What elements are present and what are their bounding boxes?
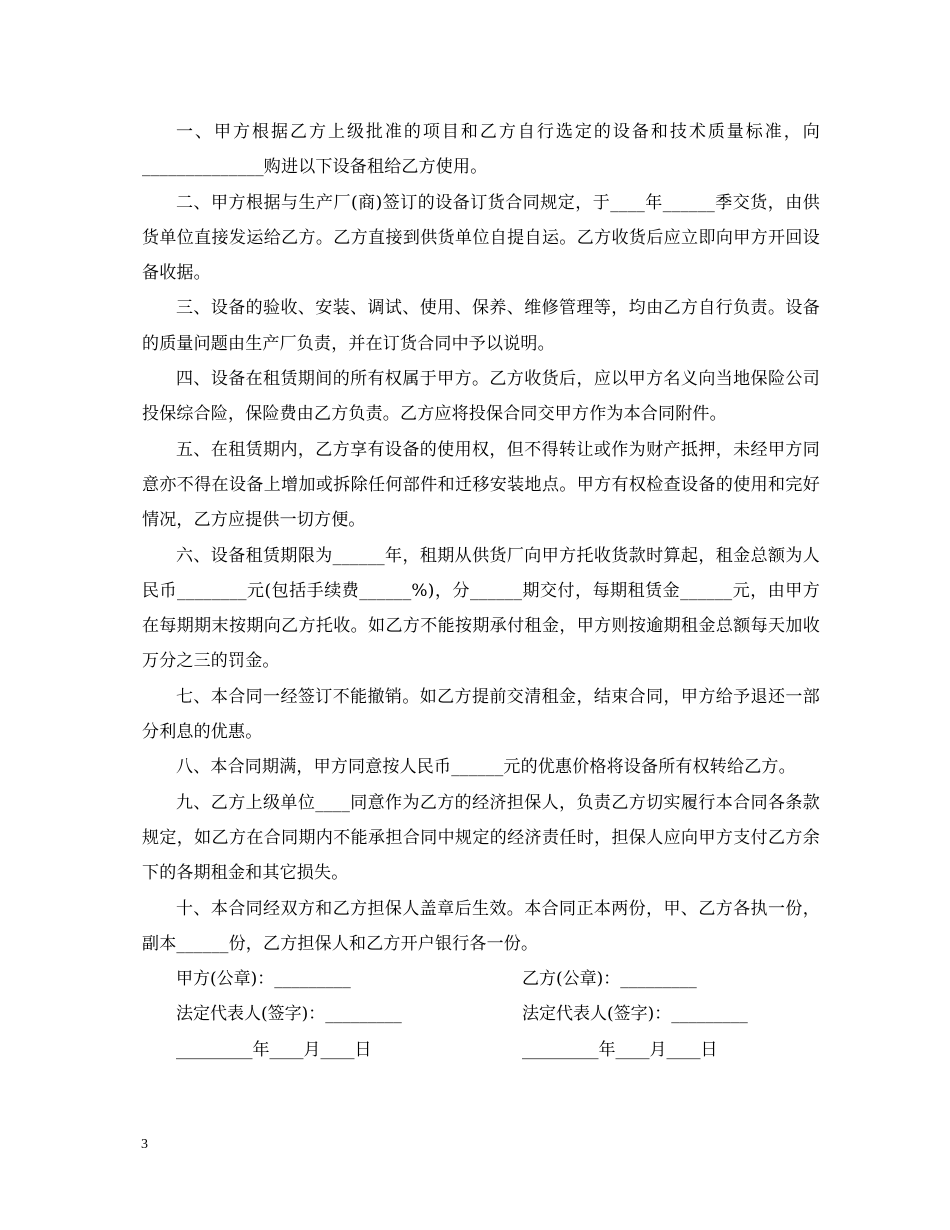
- clause-10: 十、本合同经双方和乙方担保人盖章后生效。本合同正本两份，甲、乙方各执一份，副本______份，乙方担保人和乙方开户银行各一份。: [142, 898, 820, 954]
- page-number: 3: [141, 1137, 148, 1152]
- clause-5: 五、在租赁期内，乙方享有设备的使用权，但不得转让或作为财产抵押，未经甲方同意亦不得在设备上增加或拆除任何部件和迁移安装地点。甲方有权检查设备的使用和完好情况，乙方应提供一切方便。: [142, 439, 820, 531]
- clause-6: 六、设备租赁期限为______年，租期从供货厂向甲方托收货款时算起，租金总额为人民币________元(包括手续费______%)，分______期交付，每期租赁金______元，由甲方在每期期末按期向乙方托收。如乙方不能按期承付租金，甲方则按逾期租金总额每天加收万分之三的罚金。: [142, 545, 820, 672]
- clause-3: 三、设备的验收、安装、调试、使用、保养、维修管理等，均由乙方自行负责。设备的质量问题由生产厂负责，并在订货合同中予以说明。: [142, 298, 820, 354]
- party-b-representative: 法定代表人(签字)：_________: [522, 1004, 748, 1025]
- clause-9: 九、乙方上级单位____同意作为乙方的经济担保人，负责乙方切实履行本合同各条款规定，如乙方在合同期内不能承担合同中规定的经济责任时，担保人应向甲方支付乙方余下的各期租金和其它损失。: [142, 792, 820, 884]
- clause-2: 二、甲方根据与生产厂(商)签订的设备订货合同规定，于____年______季交货，由供货单位直接发运给乙方。乙方直接到供货单位自提自运。乙方收货后应立即向甲方开回设备收据。: [142, 192, 820, 284]
- party-b-seal: 乙方(公章)：_________: [522, 969, 697, 990]
- contract-body: [142, 115, 820, 1068]
- party-a-date: _________年____月____日: [176, 1039, 372, 1060]
- clause-4: 四、设备在租赁期间的所有权属于甲方。乙方收货后，应以甲方名义向当地保险公司投保综合险，保险费由乙方负责。乙方应将投保合同交甲方作为本合同附件。: [142, 369, 820, 425]
- signature-row-date: [142, 1033, 820, 1068]
- clause-1: 一、甲方根据乙方上级批准的项目和乙方自行选定的设备和技术质量标准，向______________购进以下设备租给乙方使用。: [142, 122, 820, 178]
- party-b-date: _________年____月____日: [522, 1039, 718, 1060]
- party-a-seal: 甲方(公章)：_________: [176, 969, 351, 990]
- signature-row-seal: [142, 962, 820, 997]
- clause-7: 七、本合同一经签订不能撤销。如乙方提前交清租金，结束合同，甲方给予退还一部分利息的优惠。: [142, 686, 820, 743]
- clause-8: 八、本合同期满，甲方同意按人民币______元的优惠价格将设备所有权转给乙方。: [176, 757, 796, 778]
- signature-row-representative: [142, 997, 820, 1032]
- party-a-representative: 法定代表人(签字)：_________: [176, 1004, 402, 1025]
